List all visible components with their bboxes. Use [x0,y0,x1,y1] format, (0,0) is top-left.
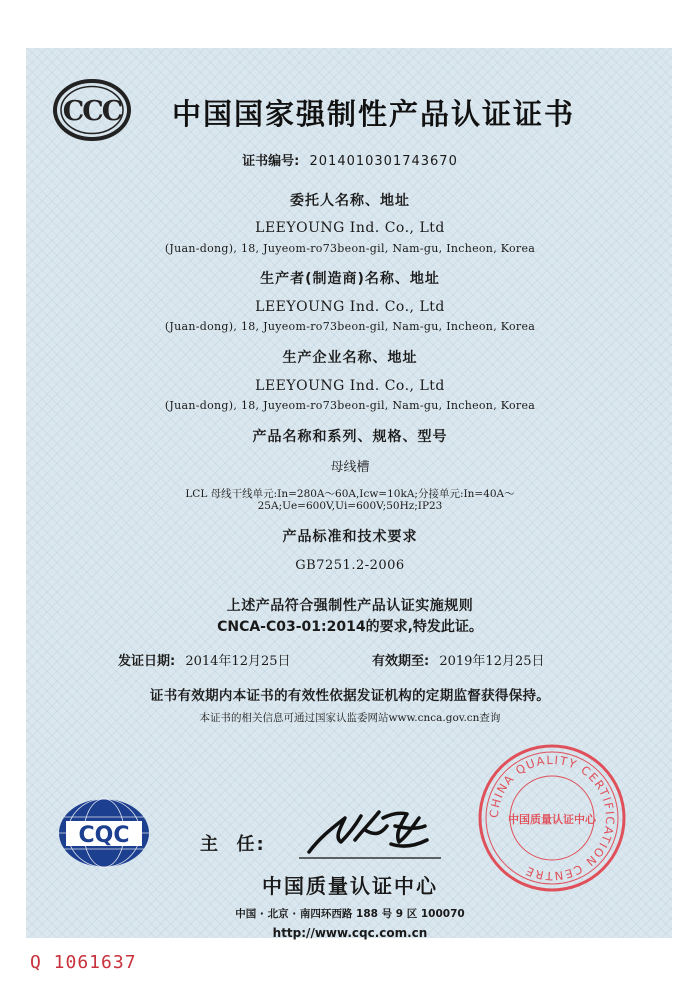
applicant-heading: 委托人名称、地址 [290,193,410,209]
validity-note: 证书有效期内本证书的有效性依据发证机构的定期监督获得保持。 [149,688,551,704]
issuer-name: 中国质量认证中心 [262,874,438,898]
applicant-address: (Juan-dong), 18, Juyeom-ro73beon-gil, Nam-gu, Incheon, Korea [164,242,536,255]
cert-number [0,150,700,169]
ccc-logo [52,78,132,142]
certificate-title: 中国国家强制性产品认证证书 [172,97,576,131]
ccc-logo-text: CCC [62,96,122,127]
cqc-logo [56,795,152,871]
manufacturer-address: (Juan-dong), 18, Juyeom-ro73beon-gil, Nam-gu, Incheon, Korea [164,320,536,333]
product-spec-line1: LCL 母线干线单元:In=280A～60A,Icw=10kA;分接单元:In=40A～ [185,488,515,500]
cert-number-label: 证书编号: [242,154,300,169]
standard-value: GB7251.2-2006 [295,558,405,573]
applicant-name: LEEYOUNG Ind. Co., Ltd [255,220,445,236]
issue-date [118,650,291,669]
manufacturer-heading: 生产者(制造商)名称、地址 [260,271,440,287]
issuer-address: 中国 · 北京 · 南四环西路 188 号 9 区 100070 [235,908,465,920]
product-heading: 产品名称和系列、规格、型号 [252,429,448,445]
cert-number-value: 2014010301743670 [309,154,458,169]
statement-line1: 上述产品符合强制性产品认证实施规则 [226,598,474,614]
expiry-date [372,650,545,669]
factory-heading: 生产企业名称、地址 [282,350,418,366]
issue-date-label: 发证日期: [118,654,176,669]
statement-line2: CNCA-C03-01:2014的要求,特发此证。 [217,619,483,635]
factory-address: (Juan-dong), 18, Juyeom-ro73beon-gil, Nam-gu, Incheon, Korea [164,399,536,412]
expiry-date-label: 有效期至: [372,654,430,669]
issuer-url: http://www.cqc.com.cn [272,926,428,940]
serial-number: Q 1061637 [30,952,137,973]
seal-ring-text: CHINA QUALITY CERTIFICATION CENTRE [486,752,618,884]
factory-name: LEEYOUNG Ind. Co., Ltd [255,378,445,394]
website-note: 本证书的相关信息可通过国家认监委网站www.cnca.gov.cn查询 [199,712,501,724]
standard-heading: 产品标准和技术要求 [282,529,418,545]
manufacturer-name: LEEYOUNG Ind. Co., Ltd [255,299,445,315]
director-signature [295,796,445,864]
director-label: 主 任: [200,834,266,855]
product-spec-line2: 25A;Ue=600V,Ui=600V;50Hz;IP23 [257,500,443,512]
cqc-logo-text: CQC [78,823,130,848]
expiry-date-value: 2019年12月25日 [439,654,545,669]
issue-date-value: 2014年12月25日 [185,654,291,669]
seal-center-text: 中国质量认证中心 [508,813,596,826]
product-name: 母线槽 [330,460,370,475]
